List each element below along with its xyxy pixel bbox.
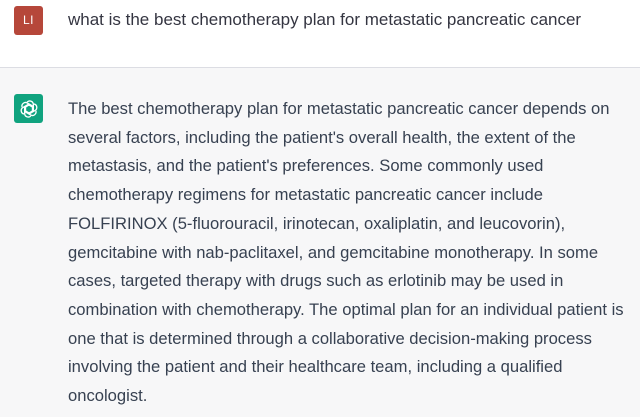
assistant-avatar (14, 94, 43, 123)
user-avatar: LI (14, 6, 43, 35)
openai-logo-icon (19, 99, 39, 119)
user-message-text: what is the best chemotherapy plan for metastatic pancreatic cancer (68, 10, 582, 29)
user-message-row (0, 0, 640, 68)
assistant-message-text: The best chemotherapy plan for metastatic pancreatic cancer depends on several factors, including the patient's overall health, the extent of the metastasis, and the patient's preferences. Some commonly used chemotherapy regimens for metastatic pancreatic cancer include FOLFIRINOX (5-fluorouracil, irinotecan, oxaliplatin, and leucovorin), gemcitabine with nab-paclitaxel, and gemcitabine monotherapy. In some cases, targeted therapy with drugs such as erlotinib may be used in combination with chemotherapy. The optimal plan for an individual patient is one that is determined through a collaborative decision-making process involving the patient and their healthcare team, including a qualified oncologist. (68, 99, 624, 406)
assistant-message-row (0, 68, 640, 417)
